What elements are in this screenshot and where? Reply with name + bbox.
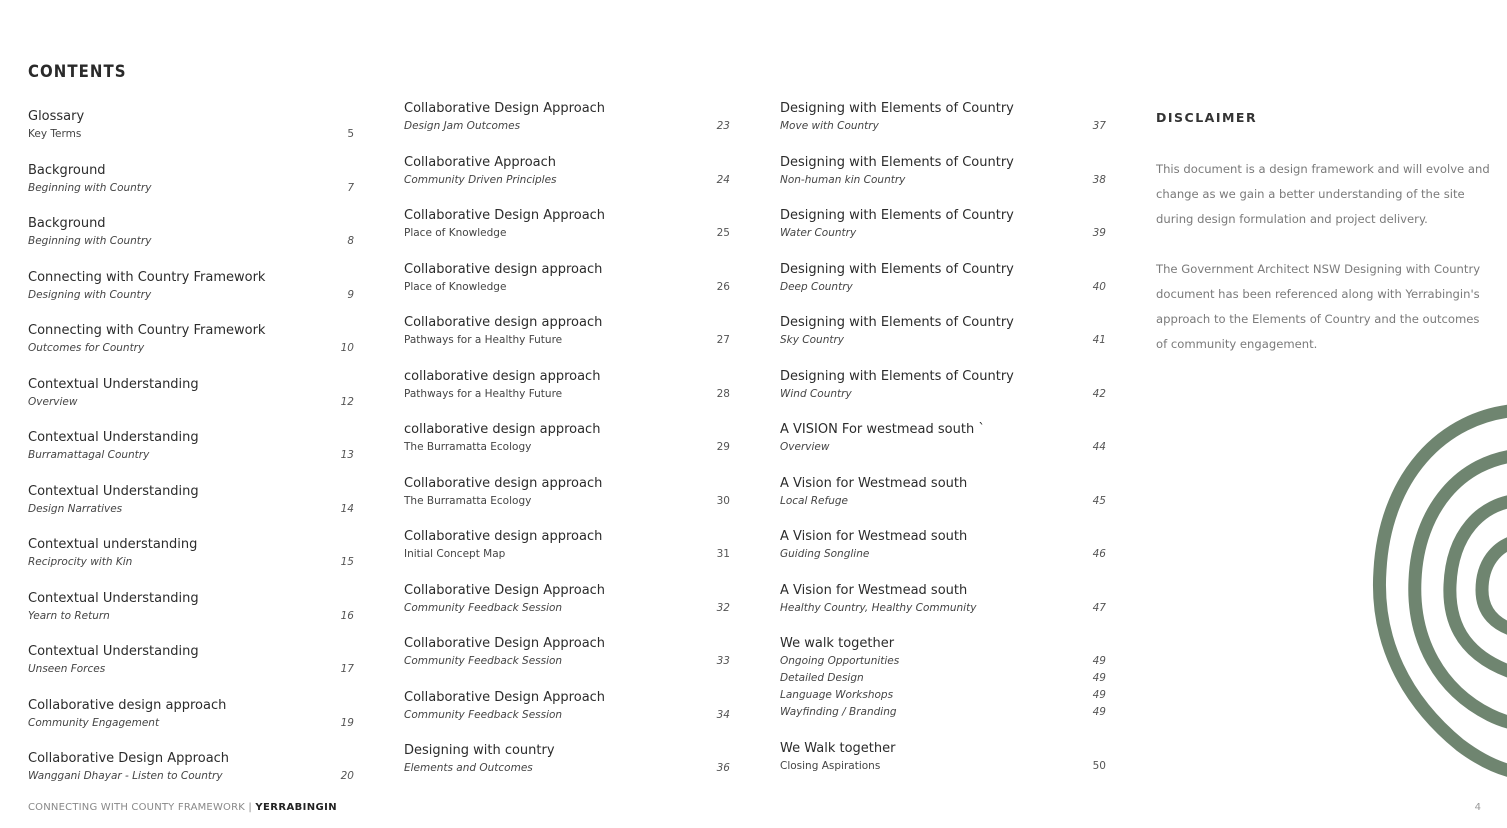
- toc-entry[interactable]: [404, 314, 730, 368]
- toc-entry[interactable]: [780, 207, 1106, 261]
- toc-heading: Connecting with Country Framework: [28, 323, 266, 338]
- toc-subtitle: Designing with Country: [28, 288, 152, 301]
- toc-heading: Designing with Elements of Country: [780, 101, 1014, 116]
- toc-subtitle: Wayfinding / Branding: [780, 706, 897, 718]
- toc-heading: Collaborative Design Approach: [28, 751, 230, 766]
- concentric-rings-graphic: [1360, 400, 1507, 780]
- toc-subtitle: Initial Concept Map: [404, 548, 506, 560]
- toc-entry[interactable]: [404, 261, 730, 315]
- toc-subitem: [28, 554, 354, 571]
- toc-heading: Collaborative design approach: [28, 697, 227, 713]
- toc-heading: A Vision for Westmead south: [780, 529, 968, 544]
- toc-page-number: 40: [1092, 280, 1106, 293]
- toc-subitem: [28, 340, 354, 357]
- toc-subtitle: Community Feedback Session: [404, 655, 563, 667]
- toc-page-number: 24: [716, 173, 730, 186]
- toc-subitem: [780, 439, 1106, 456]
- toc-subitem: [404, 386, 730, 403]
- toc-entry[interactable]: [404, 368, 730, 422]
- toc-entry[interactable]: [404, 528, 730, 582]
- toc-subitem: [780, 653, 1106, 670]
- toc-entry[interactable]: [404, 635, 730, 689]
- toc-page-number: 45: [1092, 494, 1106, 507]
- toc-page-number: 14: [340, 502, 354, 515]
- toc-heading: Contextual Understanding: [28, 376, 199, 392]
- toc-heading: Contextual understanding: [28, 537, 198, 552]
- toc-subtitle: Reciprocity with Kin: [28, 556, 133, 568]
- toc-page-number: 13: [340, 449, 354, 461]
- toc-entry[interactable]: [780, 154, 1106, 208]
- toc-entry[interactable]: [404, 742, 730, 796]
- toc-subtitle: Pathways for a Healthy Future: [404, 387, 563, 400]
- toc-subtitle: Detailed Design: [780, 672, 864, 684]
- toc-page-number: 12: [340, 395, 354, 408]
- toc-entry[interactable]: [28, 429, 354, 483]
- toc-page-number: 49: [1092, 672, 1106, 684]
- toc-subtitle: Beginning with Country: [28, 235, 152, 247]
- toc-page-number: 19: [340, 716, 354, 729]
- toc-page-number: 37: [1092, 120, 1106, 132]
- toc-heading: Collaborative design approach: [404, 315, 603, 330]
- toc-heading: Collaborative Design Approach: [404, 101, 606, 116]
- toc-subtitle: Beginning with Country: [28, 181, 152, 194]
- toc-subitem: [404, 546, 730, 563]
- footer-brand: YERRABINGIN: [255, 802, 338, 813]
- toc-subtitle: Community Engagement: [28, 716, 160, 729]
- toc-entry[interactable]: [780, 368, 1106, 422]
- toc-subtitle: Closing Aspirations: [780, 760, 881, 772]
- toc-subtitle: Sky Country: [780, 334, 845, 346]
- toc-heading: Designing with Elements of Country: [780, 208, 1014, 223]
- toc-page-number: 42: [1092, 387, 1106, 400]
- toc-heading: Designing with Elements of Country: [780, 154, 1014, 170]
- toc-subtitle: Pathways for a Healthy Future: [404, 334, 563, 346]
- toc-subtitle: Community Feedback Session: [404, 708, 563, 721]
- toc-page-number: 27: [716, 334, 730, 346]
- toc-subtitle: Wanggani Dhayar - Listen to Country: [28, 770, 223, 782]
- toc-entry[interactable]: [404, 582, 730, 636]
- toc-entry[interactable]: [28, 269, 354, 323]
- toc-heading: collaborative design approach: [404, 368, 601, 384]
- toc-entry[interactable]: [28, 590, 354, 644]
- toc-subtitle: Ongoing Opportunities: [780, 655, 900, 667]
- toc-column-1: [28, 108, 354, 804]
- toc-subtitle: Guiding Songline: [780, 548, 870, 560]
- toc-entry[interactable]: [404, 154, 730, 208]
- toc-subitem: [404, 653, 730, 670]
- toc-heading: Designing with country: [404, 743, 555, 758]
- toc-heading: Contextual Understanding: [28, 430, 199, 445]
- toc-page-number: 39: [1092, 227, 1106, 239]
- toc-heading: Collaborative design approach: [404, 475, 603, 491]
- toc-entry[interactable]: [780, 100, 1106, 154]
- toc-heading: Collaborative Design Approach: [404, 689, 606, 705]
- toc-subtitle: The Burramatta Ecology: [404, 441, 532, 453]
- toc-heading: Collaborative Design Approach: [404, 636, 606, 651]
- toc-entry[interactable]: [28, 697, 354, 751]
- toc-entry[interactable]: [28, 376, 354, 430]
- toc-subitem: [780, 704, 1106, 721]
- toc-entry[interactable]: [780, 528, 1106, 582]
- toc-subitem: [404, 332, 730, 349]
- toc-page-number: 49: [1092, 655, 1106, 667]
- toc-subitem: [28, 233, 354, 250]
- toc-heading: Contextual Understanding: [28, 483, 199, 499]
- toc-entry[interactable]: [780, 740, 1106, 794]
- toc-subtitle: Yearn to Return: [28, 609, 110, 622]
- toc-heading: A VISION For westmead south `: [780, 422, 985, 437]
- footer-separator: |: [248, 802, 252, 813]
- toc-subtitle: Place of Knowledge: [404, 227, 507, 239]
- toc-page-number: 41: [1092, 334, 1106, 346]
- toc-page-number: 30: [716, 494, 730, 507]
- toc-entry[interactable]: [404, 421, 730, 475]
- toc-subitem: [780, 332, 1106, 349]
- toc-entry[interactable]: [780, 475, 1106, 529]
- toc-subitem: [404, 707, 730, 724]
- toc-subitem: [780, 687, 1106, 704]
- toc-entry[interactable]: [28, 322, 354, 376]
- toc-page-number: 23: [716, 120, 730, 132]
- toc-heading: Collaborative design approach: [404, 529, 603, 544]
- toc-heading: Collaborative Design Approach: [404, 582, 606, 598]
- toc-heading: We walk together: [780, 636, 895, 651]
- toc-subtitle: Burramattagal Country: [28, 449, 150, 461]
- toc-subitem: [780, 493, 1106, 510]
- disclaimer-paragraph: The Government Architect NSW Designing with Country document has been referenced along with Yerrabingin's approach to the Elements of Country and the outcomes of community engagement.: [1156, 262, 1481, 351]
- toc-entry[interactable]: [780, 314, 1106, 368]
- disclaimer-title: DISCLAIMER: [1156, 110, 1258, 125]
- toc-subitem: [28, 126, 354, 143]
- toc-subitem: [404, 439, 730, 456]
- toc-page-number: 10: [340, 342, 354, 354]
- toc-entry[interactable]: [28, 215, 354, 269]
- toc-subtitle: The Burramatta Ecology: [404, 494, 532, 507]
- toc-subitem: [404, 493, 730, 510]
- toc-heading: Connecting with Country Framework: [28, 269, 266, 285]
- toc-entry[interactable]: [28, 643, 354, 697]
- toc-entry[interactable]: [404, 475, 730, 529]
- toc-page-number: 38: [1092, 173, 1106, 186]
- toc-subtitle: Place of Knowledge: [404, 280, 507, 293]
- toc-subitem: [28, 447, 354, 464]
- toc-subtitle: Overview: [28, 395, 78, 408]
- toc-heading: Glossary: [28, 109, 85, 124]
- toc-page-number: 8: [347, 235, 354, 247]
- toc-heading: A Vision for Westmead south: [780, 582, 968, 598]
- toc-subitem: [28, 661, 354, 678]
- toc-heading: Contextual Understanding: [28, 590, 199, 606]
- toc-heading: collaborative design approach: [404, 422, 601, 437]
- toc-page-number: 15: [340, 556, 354, 568]
- toc-subitem: [404, 279, 730, 296]
- toc-heading: Collaborative design approach: [404, 261, 603, 277]
- toc-entry[interactable]: [404, 207, 730, 261]
- toc-entry[interactable]: [404, 100, 730, 154]
- toc-subitem: [28, 287, 354, 304]
- toc-entry[interactable]: [28, 483, 354, 537]
- toc-subtitle: Community Driven Principles: [404, 173, 557, 186]
- toc-subitem: [404, 118, 730, 135]
- toc-subtitle: Elements and Outcomes: [404, 762, 533, 774]
- toc-entry[interactable]: [780, 582, 1106, 636]
- toc-heading: We Walk together: [780, 741, 896, 756]
- toc-page-number: 17: [340, 663, 354, 675]
- toc-subitem: [404, 760, 730, 777]
- toc-subitem: [28, 608, 354, 625]
- toc-subtitle: Outcomes for Country: [28, 342, 145, 354]
- toc-subitem: [28, 180, 354, 197]
- toc-heading: Designing with Elements of Country: [780, 315, 1014, 330]
- toc-column-3: [780, 100, 1106, 794]
- toc-heading: Designing with Elements of Country: [780, 261, 1014, 277]
- toc-subitem: [28, 394, 354, 411]
- toc-heading: Collaborative Approach: [404, 154, 557, 170]
- toc-page-number: 49: [1092, 689, 1106, 701]
- footer: [28, 802, 337, 813]
- toc-subtitle: Design Narratives: [28, 502, 123, 515]
- page-number: 4: [1474, 802, 1481, 813]
- toc-page-number: 29: [716, 441, 730, 453]
- toc-entry[interactable]: [28, 162, 354, 216]
- toc-page-number: 46: [1092, 548, 1106, 560]
- toc-subitem: [780, 279, 1106, 296]
- toc-page-number: 50: [1092, 760, 1106, 772]
- toc-subitem: [404, 600, 730, 617]
- toc-entry[interactable]: [780, 421, 1106, 475]
- toc-page-number: 31: [716, 548, 730, 560]
- toc-column-2: [404, 100, 730, 796]
- toc-subitem: [780, 386, 1106, 403]
- toc-entry[interactable]: [780, 635, 1106, 740]
- toc-page-number: 26: [716, 280, 730, 293]
- disclaimer-paragraph: This document is a design framework and will evolve and change as we gain a better understanding of the site during design formulation and project delivery.: [1156, 162, 1490, 226]
- toc-subitem: [780, 546, 1106, 563]
- toc-page-number: 16: [340, 609, 354, 622]
- toc-subitem: [28, 715, 354, 732]
- toc-heading: Background: [28, 216, 106, 231]
- toc-page-number: 20: [340, 770, 354, 782]
- toc-subtitle: Design Jam Outcomes: [404, 120, 521, 132]
- toc-page-number: 28: [716, 387, 730, 400]
- toc-subitem: [780, 758, 1106, 775]
- toc-subitem: [780, 670, 1106, 687]
- toc-entry[interactable]: [404, 689, 730, 743]
- toc-page-number: 9: [347, 288, 354, 301]
- toc-subitem: [404, 172, 730, 189]
- toc-page-number: 49: [1092, 706, 1106, 718]
- footer-title: CONNECTING WITH COUNTY FRAMEWORK: [28, 802, 246, 813]
- toc-subtitle: Overview: [780, 441, 830, 453]
- toc-subitem: [780, 118, 1106, 135]
- toc-heading: Background: [28, 162, 106, 178]
- toc-page-number: 32: [716, 601, 730, 614]
- toc-entry[interactable]: [28, 108, 354, 162]
- contents-title: CONTENTS: [28, 62, 127, 82]
- toc-heading: A Vision for Westmead south: [780, 475, 968, 491]
- toc-entry[interactable]: [28, 750, 354, 804]
- toc-subtitle: Local Refuge: [780, 494, 848, 507]
- toc-subitem: [404, 225, 730, 242]
- toc-page-number: 7: [347, 181, 354, 194]
- toc-page-number: 33: [716, 655, 730, 667]
- toc-page-number: 44: [1092, 441, 1106, 453]
- toc-subtitle: Community Feedback Session: [404, 601, 563, 614]
- toc-entry[interactable]: [28, 536, 354, 590]
- toc-subtitle: Water Country: [780, 227, 857, 239]
- toc-subtitle: Deep Country: [780, 280, 853, 293]
- toc-heading: Contextual Understanding: [28, 644, 199, 659]
- toc-page-number: 5: [347, 128, 354, 140]
- toc-subitem: [780, 600, 1106, 617]
- toc-entry[interactable]: [780, 261, 1106, 315]
- toc-subitem: [780, 172, 1106, 189]
- toc-page-number: 36: [716, 762, 730, 774]
- toc-subtitle: Healthy Country, Healthy Community: [780, 601, 977, 614]
- toc-subtitle: Non-human kin Country: [780, 173, 906, 186]
- toc-subtitle: Unseen Forces: [28, 663, 106, 675]
- toc-page-number: 34: [716, 708, 730, 721]
- toc-page-number: 25: [716, 227, 730, 239]
- toc-subtitle: Move with Country: [780, 120, 879, 132]
- toc-page-number: 47: [1092, 601, 1106, 614]
- toc-subitem: [780, 225, 1106, 242]
- toc-subitem: [28, 501, 354, 518]
- toc-subtitle: Language Workshops: [780, 689, 894, 701]
- toc-heading: Collaborative Design Approach: [404, 208, 606, 223]
- toc-subtitle: Wind Country: [780, 387, 852, 400]
- toc-heading: Designing with Elements of Country: [780, 368, 1014, 384]
- toc-subitem: [28, 768, 354, 785]
- toc-subtitle: Key Terms: [28, 128, 82, 140]
